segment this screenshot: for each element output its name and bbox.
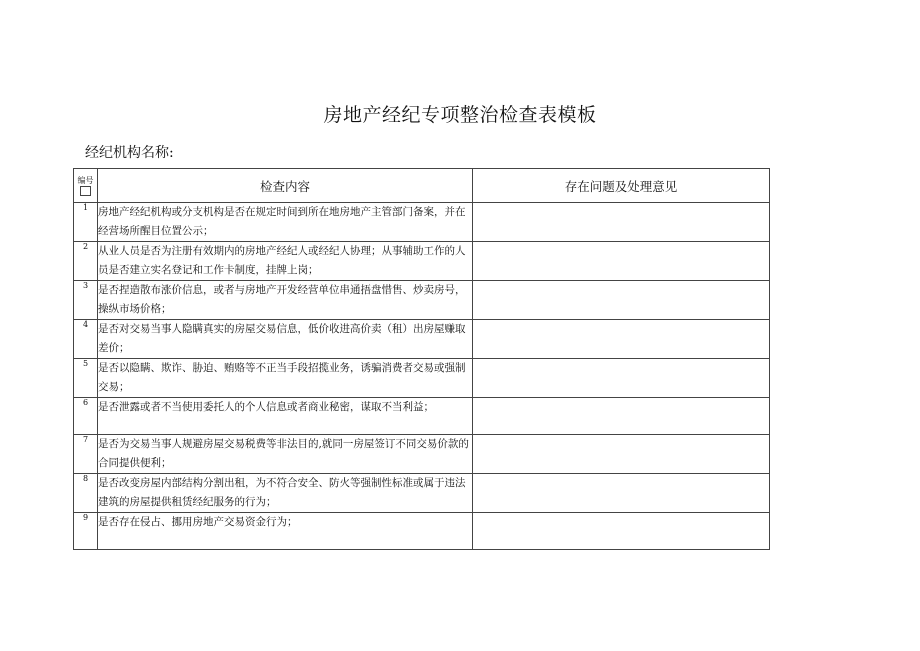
row-number: 9	[74, 513, 98, 550]
row-content: 是否改变房屋内部结构分割出租，为不符合安全、防火等强制性标准或属于违法建筑的房屋提供租赁经纪服务的行为；	[98, 474, 473, 513]
row-content: 房地产经纪机构或分支机构是否在规定时间到所在地房地产主管部门备案，并在经营场所醒目位置公示；	[98, 203, 473, 242]
page-title: 房地产经纪专项整治检查表模板	[323, 104, 597, 126]
row-number: 1	[74, 203, 98, 242]
agency-name-label: 经纪机构名称:	[85, 145, 174, 161]
row-content: 从业人员是否为注册有效期内的房地产经纪人或经纪人协理；从事辅助工作的人员是否建立实名登记和工作卡制度，挂牌上岗；	[98, 242, 473, 281]
row-number: 3	[74, 281, 98, 320]
table-row	[74, 320, 770, 359]
table-row	[74, 203, 770, 242]
row-number: 2	[74, 242, 98, 281]
row-number: 7	[74, 435, 98, 474]
row-content: 是否以隐瞒、欺诈、胁迫、贿赂等不正当手段招揽业务，诱骗消费者交易或强制交易；	[98, 359, 473, 398]
header-number	[74, 169, 98, 203]
row-issue-cell[interactable]	[473, 203, 770, 242]
checkbox-square-icon	[80, 186, 91, 196]
table-row	[74, 474, 770, 513]
row-issue-cell[interactable]	[473, 242, 770, 281]
row-number: 5	[74, 359, 98, 398]
row-content: 是否存在侵占、挪用房地产交易资金行为；	[98, 513, 473, 550]
table-row	[74, 242, 770, 281]
table-row	[74, 398, 770, 435]
row-issue-cell[interactable]	[473, 513, 770, 550]
header-number-label: 编号	[77, 175, 94, 185]
row-issue-cell[interactable]	[473, 435, 770, 474]
table-header-row	[74, 169, 770, 203]
row-issue-cell[interactable]	[473, 320, 770, 359]
table-row	[74, 359, 770, 398]
row-content: 是否对交易当事人隐瞒真实的房屋交易信息，低价收进高价卖（租）出房屋赚取差价；	[98, 320, 473, 359]
row-number: 8	[74, 474, 98, 513]
row-number: 6	[74, 398, 98, 435]
row-content: 是否捏造散布涨价信息，或者与房地产开发经营单位串通捂盘惜售、炒卖房号，操纵市场价格；	[98, 281, 473, 320]
row-issue-cell[interactable]	[473, 474, 770, 513]
table-row	[74, 513, 770, 550]
inspection-table	[73, 168, 770, 550]
row-content: 是否为交易当事人规避房屋交易税费等非法目的,就同一房屋签订不同交易价款的合同提供便利；	[98, 435, 473, 474]
table-row	[74, 281, 770, 320]
row-content: 是否泄露或者不当使用委托人的个人信息或者商业秘密，谋取不当利益；	[98, 398, 473, 435]
table-row	[74, 435, 770, 474]
row-issue-cell[interactable]	[473, 359, 770, 398]
header-issue: 存在问题及处理意见	[473, 169, 770, 203]
row-number: 4	[74, 320, 98, 359]
row-issue-cell[interactable]	[473, 281, 770, 320]
header-content: 检查内容	[98, 169, 473, 203]
row-issue-cell[interactable]	[473, 398, 770, 435]
